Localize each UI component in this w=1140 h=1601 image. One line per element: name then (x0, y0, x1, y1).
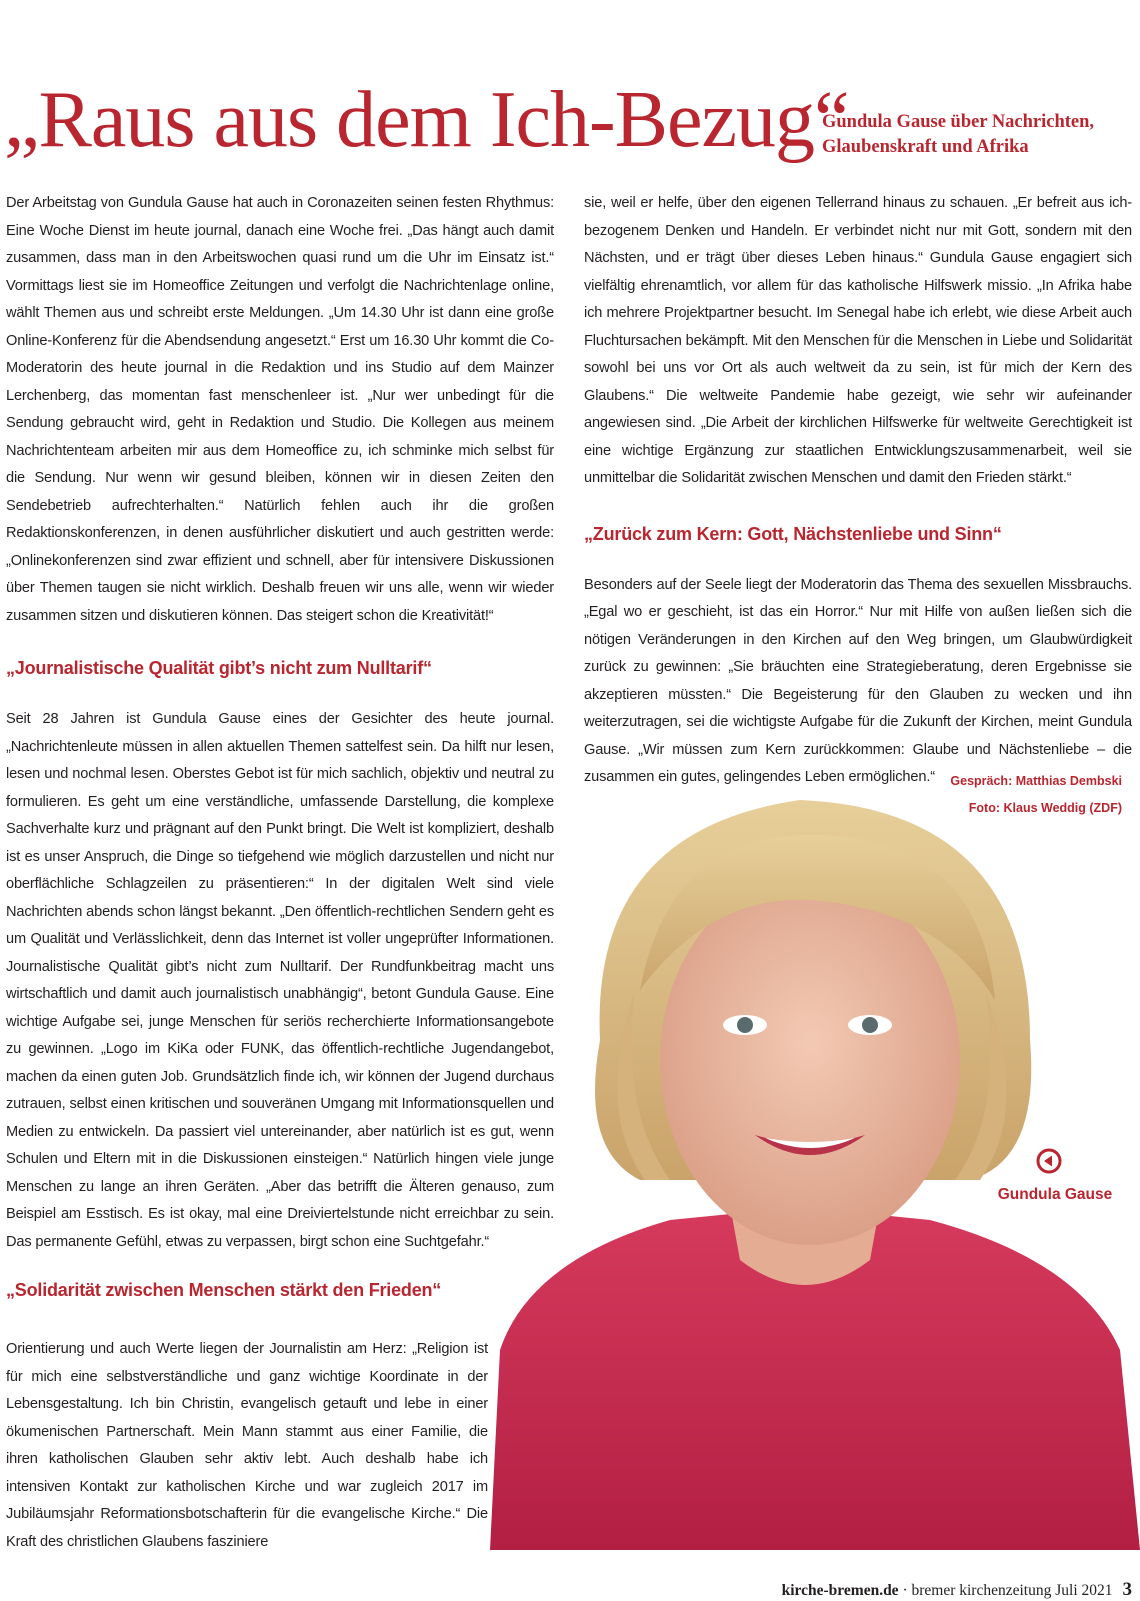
footer-publication: · bremer kirchenzeitung Juli 2021 (898, 1582, 1113, 1599)
paragraph-faith: sie, weil er helfe, über den eigenen Tellerrand hinaus zu schauen. „Er befreit aus ich-bezogenem Denken und Handeln. Er verbindet nicht nur mit Gott, sondern mit den Nächsten, und er trägt über dieses Leben hinaus.“ Gundula Gause engagiert sich vielfältig ehrenamtlich, vor allem für das katholische Hilfswerk missio. „In Afrika habe ich mehrere Projektpartner besucht. Im Senegal habe ich erlebt, wie diese Arbeit auch Fluchtursachen bekämpft. Mit den Menschen für die Menschen in Liebe und Solidarität sowohl bei uns vor Ort als auch weltweit da zu sein, ist für mich der Kern des Glaubens.“ Die weltweite Pandemie habe gezeigt, wie sehr wir aufeinander angewiesen sind. „Die Arbeit der kirchlichen Hilfswerke für weltweite Gerechtigkeit ist eine wichtige Ergänzung zur staatlichen Entwicklungszusammenarbeit, weil sie unmittelbar die Solidarität zwischen Menschen und damit den Frieden stärkt.“ (584, 195, 1132, 486)
credits (950, 768, 1122, 822)
paragraph-orientation: Orientierung und auch Werte liegen der Journalistin am Herz: „Religion ist für mich eine selbstverständliche und ganz wichtige Koordinate in der Lebensgestaltung. Ich bin Christin, evangelisch getauft und lebe in einer ökumenischen Partnerschaft. Mein Mann stammt aus einer Familie, die ihren katholischen Glauben sehr aktiv lebt. Auch deshalb habe ich intensiven Kontakt zur katholischen Kirche und war zugleich 2017 im Jubiläumsjahr Reformationsbotschafterin für die evangelische Kirche.“ Die Kraft des christlichen Glaubens fasziniere (6, 1341, 488, 1550)
subtitle-line-1: Gundula Gause über Nachrichten, (822, 112, 1095, 132)
right-column (584, 190, 1132, 792)
left-column-continued (6, 1336, 488, 1556)
subtitle-line-2: Glaubenskraft und Afrika (822, 137, 1029, 157)
paragraph-intro: Der Arbeitstag von Gundula Gause hat auch in Coronazeiten seinen festen Rhythmus: Eine Woche Dienst im heute journal, danach eine Woche frei. „Das hängt auch damit zusammen, dass man in den Arbeitswochen quasi rund um die Uhr im Einsatz ist.“ Vormittags liest sie im Homeoffice Zeitungen und verfolgt die Nachrichtenlage online, wählt Themen aus und schreibt erste Meldungen. „Um 14.30 Uhr ist dann eine große Online-Konferenz für die Abendsendung angesetzt.“ Erst um 16.30 Uhr kommt die Co-Moderatorin des heute journal in die Redaktion und ins Studio auf dem Mainzer Lerchenberg, das momentan fast menschenleer ist. „Nur wer unbedingt für die Sendung gebraucht wird, geht in Redaktion und Studio. Die Kollegen aus meinem Nachrichtenteam arbeiten mir aus dem Homeoffice zu, ich schminke mich selbst für die Sendung. Nur wenn wir gesund bleiben, können wir in diesen Zeiten den Sendebetrieb aufrechterhalten.“ Natürlich fehlen auch ihr die großen Redaktionskonferenzen, in denen ausführlicher diskutiert und auch gestritten werde: „Onlinekonferenzen sind zwar effizient und schnell, aber für intensivere Diskussionen über Themen taugen sie nicht wirklich. Deshalb freuen wir uns alle, wenn wir wieder zusammen sitzen und diskutieren können. Das steigert schon die Kreativität!“ (6, 195, 554, 624)
photo-caption: Gundula Gause (997, 1186, 1113, 1203)
section-heading-solidarity: „Solidarität zwischen Menschen stärkt den Frieden“ (6, 1280, 442, 1300)
footer-site: kirche-bremen.de (781, 1582, 899, 1599)
photo-credit: Foto: Klaus Weddig (ZDF) (968, 801, 1122, 815)
section-heading-quality: „Journalistische Qualität gibt’s nicht zum Nulltarif“ (6, 658, 432, 678)
page-number: 3 (1122, 1579, 1132, 1600)
subtitle (822, 110, 1122, 160)
paragraph-quality: Seit 28 Jahren ist Gundula Gause eines der Gesichter des heute journal. „Nachrichtenleute müssen in allen aktuellen Themen sattelfest sein. Da hilft nur lesen, lesen und nochmal lesen. Oberstes Gebot ist für mich sachlich, objektiv und neutral zu formulieren. Es geht um eine verständliche, umfassende Darstellung, die komplexe Sachverhalte kurz und prägnant auf den Punkt bringt. Die Welt ist kompliziert, deshalb ist es unser Anspruch, die Dinge so tiefgehend wie möglich darzustellen und nicht nur oberflächliche Schlagzeilen zu präsentieren:“ In der digitalen Welt sind viele Nachrichten abends schon längst bekannt. „Den öffentlich-rechtlichen Sendern geht es um Qualität und Verlässlichkeit, denn das Internet ist voller ungeprüfter Informationen. Journalistische Qualität gibt’s nicht zum Nulltarif. Der Rundfunkbeitrag macht uns wirtschaftlich und damit auch journalistisch unabhängig“, betont Gundula Gause. Eine wichtige Aufgabe sei, junge Menschen für seriös recherchierte Informationsangebote zu gewinnen. „Logo im KiKa oder FUNK, das öffentlich-rechtliche Jugendangebot, machen da einen guten Job. Grundsätzlich finde ich, wir können der Jugend durchaus zutrauen, selbst einen kritischen und souveränen Umgang mit Informationsquellen und Medien zu entwickeln. Da passiert viel untereinander, aber natürlich ist es gut, wenn Schulen und Eltern mit in die Diskussionen einsteigen.“ Natürlich hingen viele junge Menschen zu lange an ihren Geräten. „Aber das betrifft die Älteren genauso, zum Beispiel am Esstisch. Es ist okay, mal eine Dreiviertelstunde nicht erreichbar zu sein. Das permanente Gefühl, etwas zu verpassen, birgt schon eine Suchtgefahr.“ (6, 711, 554, 1250)
interview-credit: Gespräch: Matthias Dembski (950, 774, 1122, 788)
arrow-left-circle-icon (1036, 1148, 1062, 1174)
page-title: „Raus aus dem Ich-Bezug“ (4, 76, 849, 164)
page-footer (700, 1579, 1132, 1601)
section-heading-core: „Zurück zum Kern: Gott, Nächstenliebe und Sinn“ (584, 523, 1002, 544)
paragraph-abuse: Besonders auf der Seele liegt der Moderatorin das Thema des sexuellen Missbrauchs. „Egal wo er geschieht, ist das ein Horror.“ Nur mit Hilfe von außen ließen sich die nötigen Veränderungen in den Kirchen auf den Weg bringen, um Glaubwürdigkeit zurück zu gewinnen: „Sie bräuchten eine Strategieberatung, deren Ergebnisse sie akzeptieren müssten.“ Die Begeisterung für den Glauben zu wecken und ihn weiterzutragen, sei die wichtigste Aufgabe für die Zukunft der Kirchen, meint Gundula Gause. „Wir müssen zum Kern zurückkommen: Glaube und Nächstenliebe – die zusammen ein gutes, gelingendes Leben ermöglichen.“ (584, 576, 1132, 785)
